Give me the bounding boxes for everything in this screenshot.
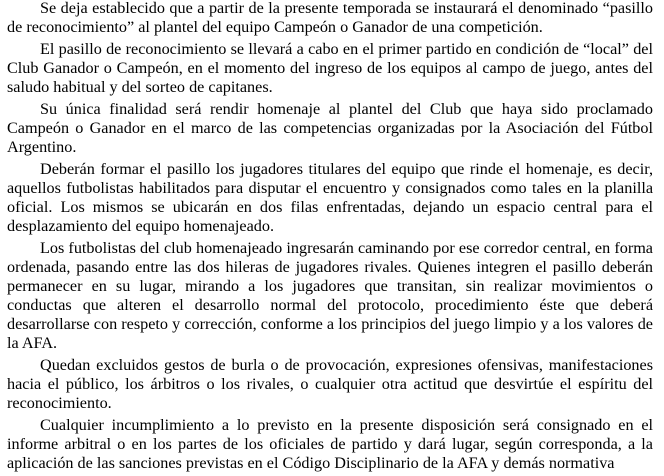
paragraph-ingreso: Los futbolistas del club homenajeado ingresarán caminando por ese corredor central, en forma ordenada, pasando entre las dos hileras de jugadores rivales. Quienes integren el pasillo deberán permanecer en su lugar, mirando a los jugadores que transitan, sin realizar movimientos o conductas que alteren el desarrollo normal del protocolo, procedimiento éste que deberá desarrollarse con respeto y corrección, conforme a los principios del juego limpio y a los valores de la AFA.: [7, 239, 653, 352]
paragraph-formacion: Deberán formar el pasillo los jugadores titulares del equipo que rinde el homenaje, es decir, aquellos futbolistas habilitados para disputar el encuentro y consignados como tales en la planilla oficial. Los mismos se ubicarán en dos filas enfrentadas, dejando un espacio central para el desplazamiento del equipo homenajeado.: [7, 160, 653, 235]
paragraph-pasillo-momento: El pasillo de reconocimiento se llevará a cabo en el primer partido en condición de “local” del Club Ganador o Campeón, en el momento del ingreso de los equipos al campo de juego, antes del saludo habitual y del sorteo de capitanes.: [7, 40, 653, 96]
document-body: [7, 0, 653, 476]
paragraph-exclusiones: Quedan excluidos gestos de burla o de provocación, expresiones ofensivas, manifestaciones hacia el público, los árbitros o los rivales, o cualquier otra actitud que desvirtúe el espíritu del reconocimiento.: [7, 356, 653, 412]
paragraph-pasillo-establecido: Se deja establecido que a partir de la presente temporada se instaurará el denominado “pasillo de reconocimiento” al plantel del equipo Campeón o Ganador de una competición.: [7, 0, 653, 36]
paragraph-sanciones: Cualquier incumplimiento a lo previsto en la presente disposición será consignado en el informe arbitral o en los partes de los oficiales de partido y dará lugar, según corresponda, a la aplicación de las sanciones previstas en el Código Disciplinario de la AFA y demás normativa: [7, 416, 653, 472]
paragraph-finalidad: Su única finalidad será rendir homenaje al plantel del Club que haya sido proclamado Campeón o Ganador en el marco de las competencias organizadas por la Asociación del Fútbol Argentino.: [7, 100, 653, 156]
